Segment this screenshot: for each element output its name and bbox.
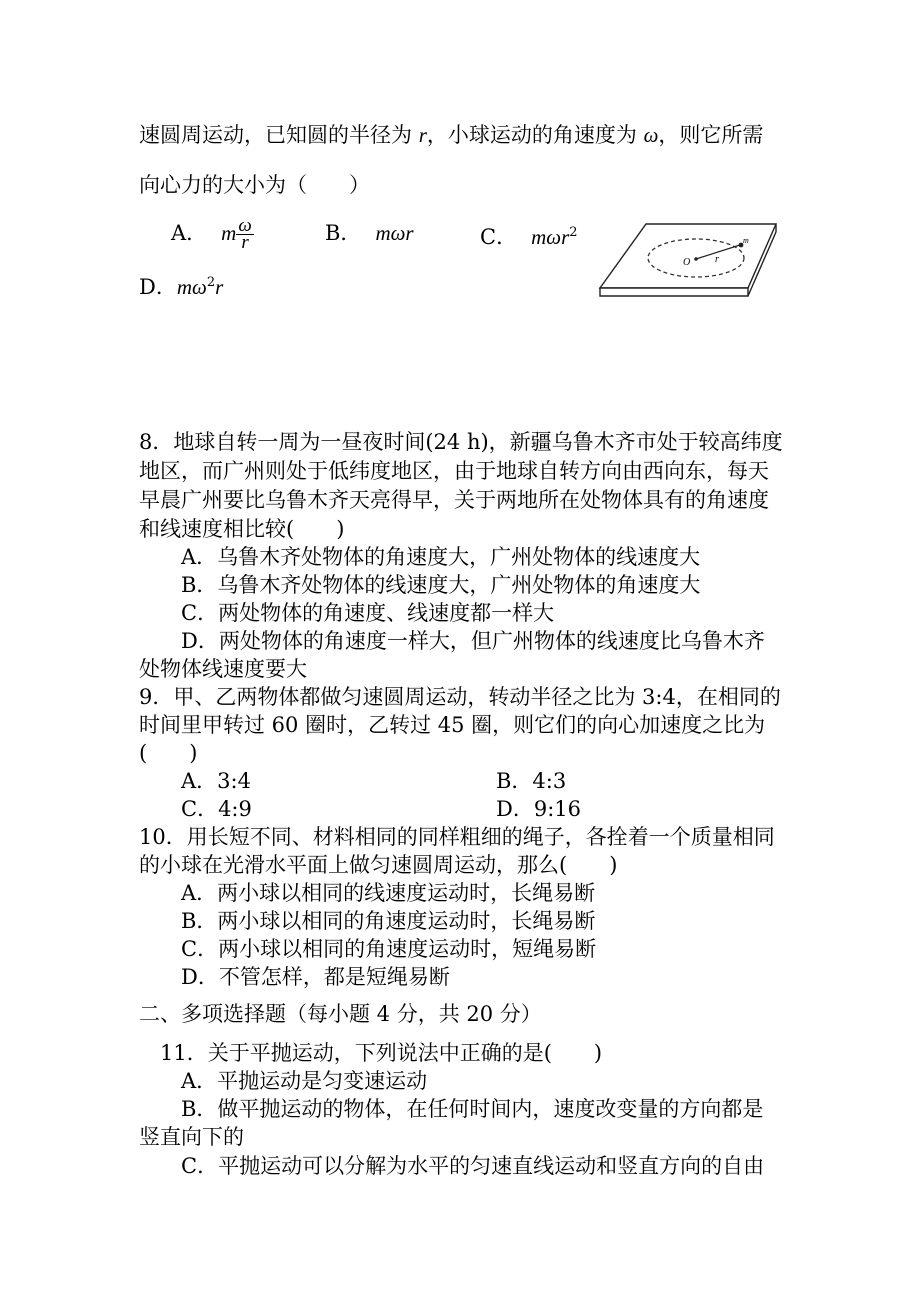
q7-line-1: 速圆周运动，已知圆的半径为 r，小球运动的角速度为 ω，则它所需 — [139, 123, 764, 147]
q11-option-b-line-1: B．做平抛运动的物体，在任何时间内，速度改变量的方向都是 — [181, 1097, 764, 1121]
q9-stem-line-2: 时间里甲转过 60 圈时，乙转过 45 圈，则它们的向心加速度之比为 — [139, 713, 766, 737]
q7-option-a: A． m $\frac{\omega}{r}$ — [171, 215, 252, 253]
circular-motion-diagram — [598, 216, 778, 300]
q9-option-d: D．9:16 — [496, 797, 581, 821]
center-point — [694, 257, 698, 261]
plate-top — [600, 224, 776, 288]
q8-option-d-line-2: 处物体线速度要大 — [139, 657, 307, 681]
q8-stem-line-3: 早晨广州要比乌鲁木齐天亮得早，关于两地所在处物体具有的角速度 — [139, 488, 769, 512]
plate-edge — [600, 288, 748, 296]
q9-option-b: B．4:3 — [496, 769, 567, 793]
q8-stem-line-1: 8．地球自转一周为一昼夜时间(24 h)，新疆乌鲁木齐市处于较高纬度 — [139, 430, 783, 454]
q10-stem-line-1: 10．用长短不同、材料相同的同样粗细的绳子，各拴着一个质量相同 — [139, 825, 775, 849]
label-center: O — [683, 257, 691, 268]
q11-stem: 11．关于平抛运动，下列说法中正确的是( ) — [160, 1041, 603, 1065]
q7-var-omega: ω — [643, 123, 659, 147]
q7-var-r: r — [418, 123, 427, 147]
q8-option-c: C．两处物体的角速度、线速度都一样大 — [181, 601, 555, 625]
q8-stem-line-4: 和线速度相比较( ) — [139, 517, 345, 541]
q11-option-b-line-2: 竖直向下的 — [139, 1125, 244, 1149]
q8-option-b: B．乌鲁木齐处物体的线速度大，广州处物体的角速度大 — [181, 573, 701, 597]
q7-option-a-fraction: $\frac{\omega}{r}$ — [238, 215, 252, 253]
q10-stem-line-2: 的小球在光滑水平面上做匀速圆周运动，那么( ) — [139, 853, 618, 877]
q7-option-c: C． mωr$^2$ — [480, 225, 578, 249]
q10-option-b: B．两小球以相同的角速度运动时，长绳易断 — [181, 909, 596, 933]
q10-option-d: D．不管怎样，都是短绳易断 — [181, 965, 450, 989]
q9-option-c: C．4:9 — [181, 797, 252, 821]
q7-option-d: D．$m\omega^2r$ — [139, 275, 224, 299]
q7-option-b: B． mωr — [325, 221, 414, 245]
q9-stem-line-3: ( ) — [139, 741, 198, 765]
q9-option-a: A．3:4 — [181, 769, 251, 793]
q11-option-c-line-1: C．平抛运动可以分解为水平的匀速直线运动和竖直方向的自由 — [181, 1154, 765, 1178]
q8-stem-line-2: 地区，而广州则处于低纬度地区，由于地球自转方向由西向东，每天 — [139, 459, 769, 483]
label-mass: m — [743, 236, 749, 245]
section-2-heading: 二、多项选择题（每小题 4 分，共 20 分） — [139, 1002, 542, 1026]
q11-option-a: A．平抛运动是匀变速运动 — [181, 1069, 428, 1093]
label-radius: r — [715, 254, 719, 265]
q9-stem-line-1: 9．甲、乙两物体都做匀速圆周运动，转动半径之比为 3:4，在相同的 — [139, 685, 781, 709]
q7-line-2: 向心力的大小为（ ） — [139, 173, 370, 197]
q8-option-a: A．乌鲁木齐处物体的角速度大，广州处物体的线速度大 — [181, 545, 701, 569]
q8-option-d-line-1: D．两处物体的角速度一样大，但广州物体的线速度比乌鲁木齐 — [181, 629, 765, 653]
q10-option-c: C．两小球以相同的角速度运动时，短绳易断 — [181, 937, 597, 961]
q10-option-a: A．两小球以相同的线速度运动时，长绳易断 — [181, 881, 596, 905]
